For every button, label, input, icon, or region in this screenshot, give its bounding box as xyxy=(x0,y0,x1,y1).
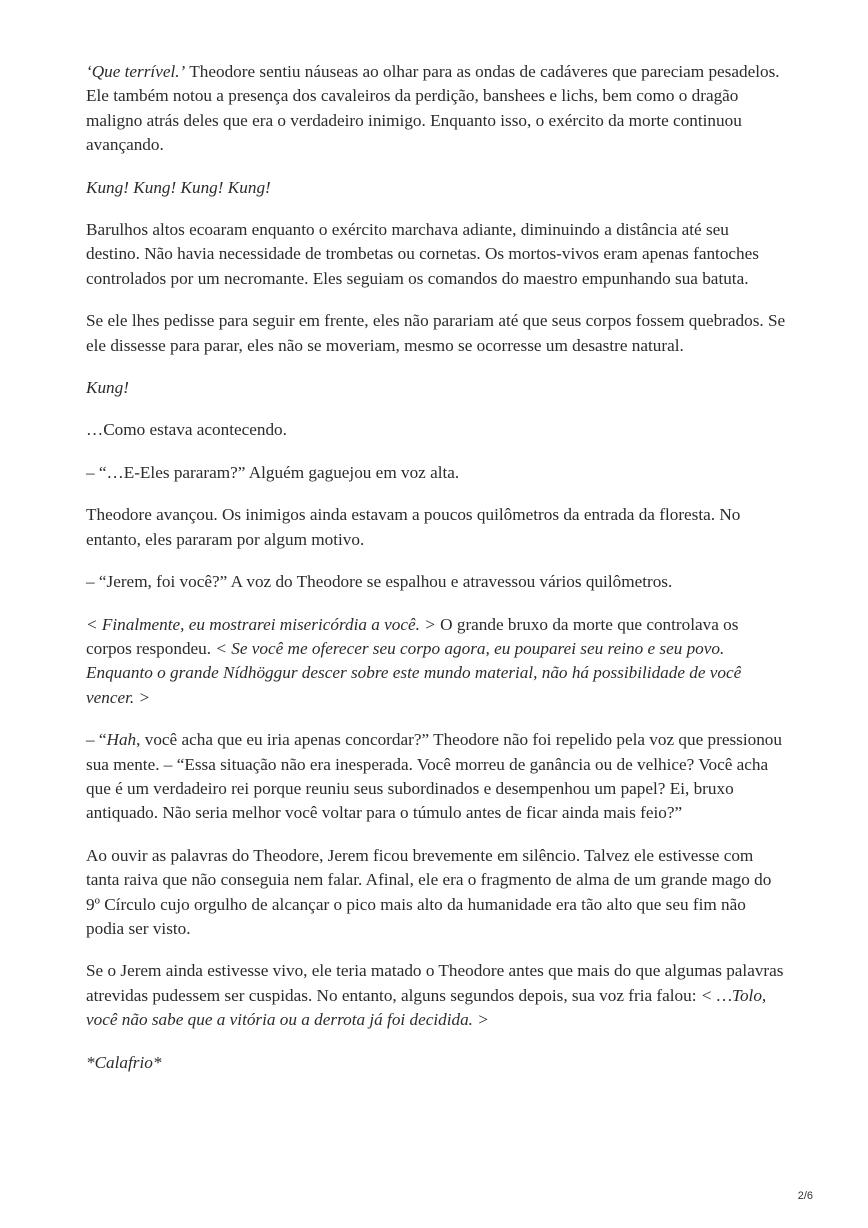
italic-text: Hah xyxy=(106,730,137,750)
paragraph xyxy=(86,176,786,200)
paragraph xyxy=(86,613,786,711)
paragraph xyxy=(86,418,786,442)
text-run: Theodore sentiu náuseas ao olhar para as ondas de cadáveres que pareciam pesadelos. Ele também notou a presença dos cavaleiros da perdição, banshees e lichs, bem como o dragão maligno atrás deles que era o verdadeiro inimigo. Enquanto isso, o exército da morte continuou avançando. xyxy=(86,62,780,155)
paragraph xyxy=(86,60,786,158)
italic-text: < …Tolo, você não sabe que a vitória ou a derrota já foi decidida. > xyxy=(86,985,767,1030)
paragraph xyxy=(86,218,786,291)
text-run: …Como estava acontecendo. xyxy=(86,420,287,440)
text-run: Ao ouvir as palavras do Theodore, Jerem ficou brevemente em silêncio. Talvez ele estivesse com tanta raiva que não conseguia nem falar. Afinal, ele era o fragmento de alma de um grande mago do 9º Círculo cujo orgulho de alcançar o pico mais alto da humanidade era tão alto que seu fim não podia ser visto. xyxy=(86,845,772,938)
text-run: O grande bruxo da morte que controlava os corpos respondeu. xyxy=(86,614,739,658)
paragraph xyxy=(86,844,786,942)
paragraph xyxy=(86,959,786,1032)
italic-text: < Se você me oferecer seu corpo agora, eu pouparei seu reino e seu povo. Enquanto o grande Nídhöggur descer sobre este mundo material, não há possibilidade de você vencer. > xyxy=(86,638,742,707)
text-run: Barulhos altos ecoaram enquanto o exército marchava adiante, diminuindo a distância até seu destino. Não havia necessidade de trombetas ou cornetas. Os mortos-vivos eram apenas fantoches controlados por um necromante. Eles seguiam os comandos do maestro empunhando sua batuta. xyxy=(86,220,759,288)
italic-text: Kung! Kung! Kung! Kung! xyxy=(86,177,271,197)
page-number: 2/6 xyxy=(797,1190,813,1202)
text-run: – “Jerem, foi você?” A voz do Theodore se espalhou e atravessou vários quilômetros. xyxy=(86,572,673,592)
text-run: Theodore avançou. Os inimigos ainda estavam a poucos quilômetros da entrada da floresta. No entanto, eles pararam por algum motivo. xyxy=(86,505,741,549)
text-run: – “ xyxy=(86,730,107,750)
paragraph xyxy=(86,461,786,485)
italic-text: ‘Que terrível.’ xyxy=(86,62,186,81)
paragraph xyxy=(86,309,786,358)
paragraph xyxy=(86,728,786,826)
italic-text: Kung! xyxy=(86,378,129,398)
document-body xyxy=(86,60,786,1093)
paragraph xyxy=(86,570,786,594)
italic-text: < Finalmente, eu mostrarei misericórdia a você. > xyxy=(86,614,436,634)
text-run: Se ele lhes pedisse para seguir em frente, eles não parariam até que seus corpos fossem quebrados. Se ele dissesse para parar, eles não se moveriam, mesmo se ocorresse um desastre natural. xyxy=(86,311,786,355)
text-run: , você acha que eu iria apenas concordar?” Theodore não foi repelido pela voz que pressionou sua mente. – “Essa situação não era inesperada. Você morreu de ganância ou de velhice? Você acha que é um verdadeiro rei porque reuniu seus subordinados e desempenhou um papel? Ei, bruxo antiquado. Não seria melhor você voltar para o túmulo antes de ficar ainda mais feio?” xyxy=(86,730,782,823)
italic-text: *Calafrio* xyxy=(86,1052,162,1072)
text-run: Se o Jerem ainda estivesse vivo, ele teria matado o Theodore antes que mais do que algumas palavras atrevidas pudessem ser cuspidas. No entanto, alguns segundos depois, sua voz fria falou: xyxy=(86,961,784,1005)
paragraph xyxy=(86,503,786,552)
paragraph xyxy=(86,376,786,400)
text-run: – “…E-Eles pararam?” Alguém gaguejou em voz alta. xyxy=(86,462,460,482)
paragraph xyxy=(86,1051,786,1075)
